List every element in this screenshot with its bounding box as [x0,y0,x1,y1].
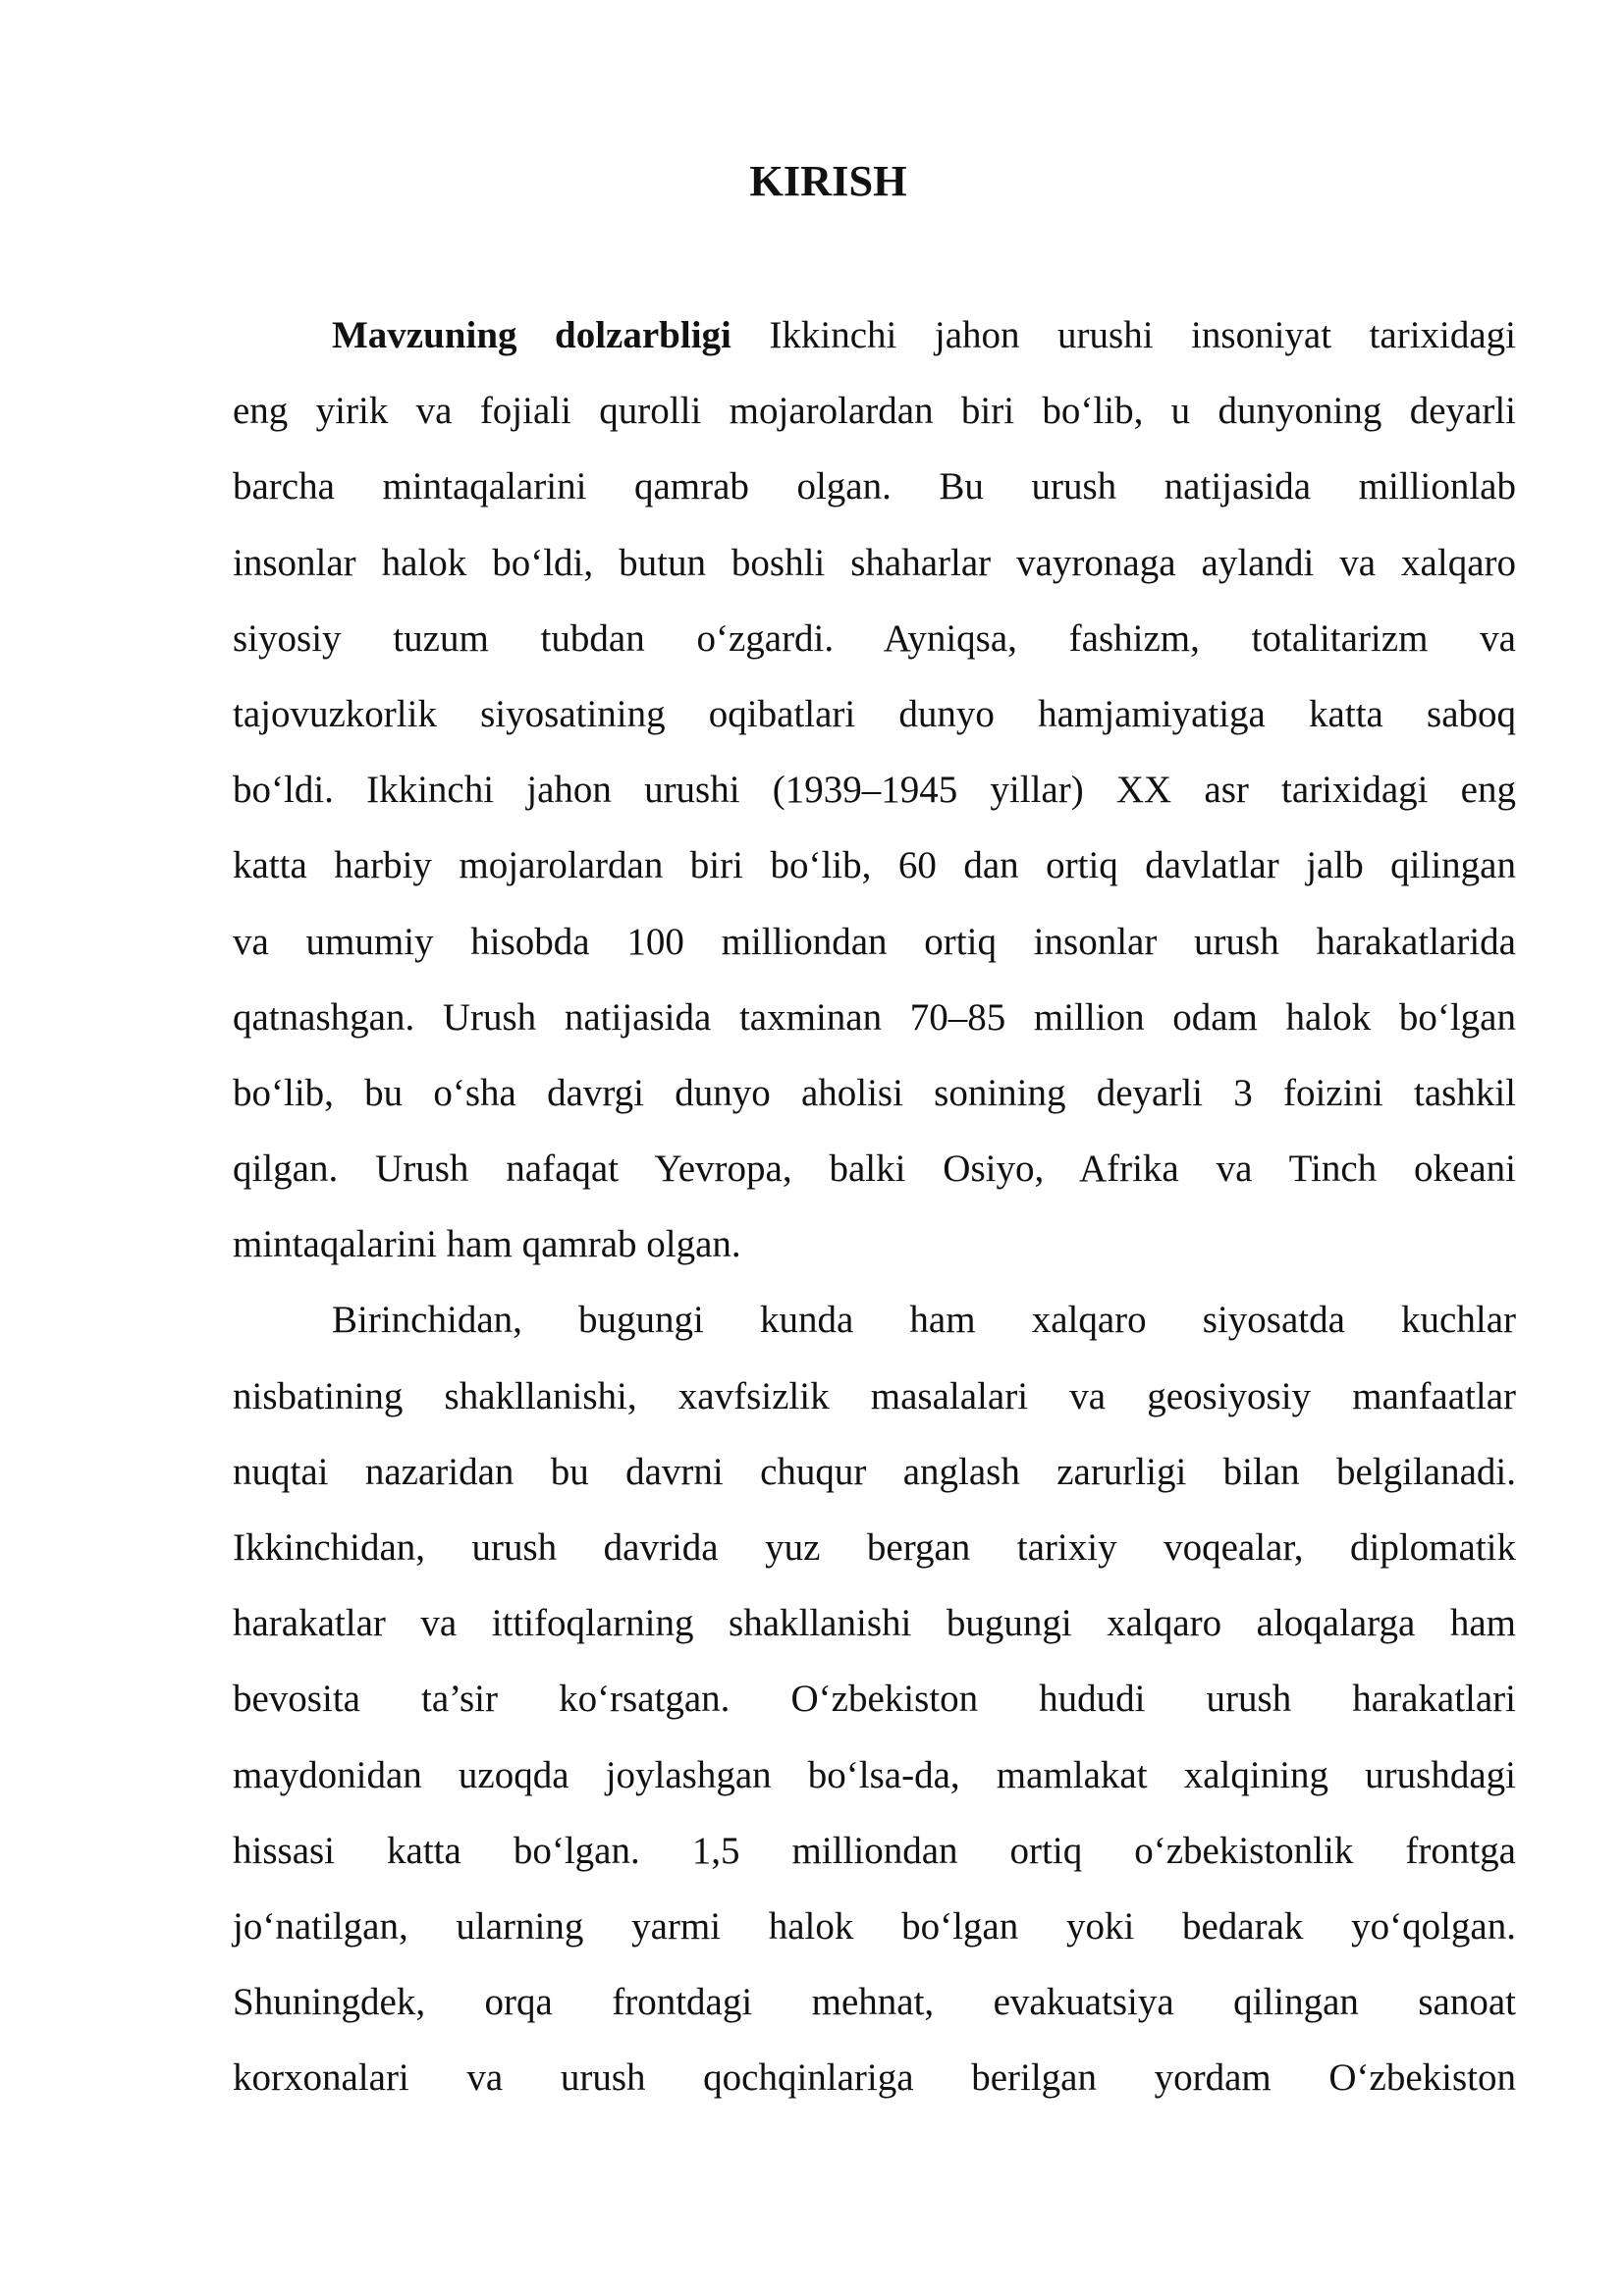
text-line: bo‘ldi. Ikkinchi jahon urushi (1939–1945 yillar) XX asr tarixidagi eng [233,769,1516,812]
text-line: hissasi katta bo‘lgan. 1,5 milliondan ortiq o‘zbekistonlik frontga [233,1829,1516,1872]
text-line: nisbatining shakllanishi, xavfsizlik masalalari va geosiyosiy manfaatlar [233,1374,1516,1417]
paragraph [233,1282,1516,2115]
text-line: insonlar halok bo‘ldi, butun boshli shaharlar vayronaga aylandi va xalqaro [233,541,1516,584]
text-line: jo‘natilgan, ularning yarmi halok bo‘lgan yoki bedarak yo‘qolgan. [233,1904,1516,1948]
text-line: siyosiy tuzum tubdan o‘zgardi. Ayniqsa, fashizm, totalitarizm va [233,616,1516,660]
text-line: korxonalari va urush qochqinlariga berilgan yordam O‘zbekiston [233,2056,1516,2100]
text-line: Ikkinchidan, urush davrida yuz bergan tarixiy voqealar, diplomatik [233,1526,1516,1569]
text-line: va umumiy hisobda 100 milliondan ortiq insonlar urush harakatlarida [233,920,1516,963]
text-line: eng yirik va fojiali qurolli mojarolardan biri bo‘lib, u dunyoning deyarli [233,390,1516,433]
text-line: mintaqalarini ham qamrab olgan. [233,1223,741,1266]
section-lead: Mavzuning dolzarbligi [332,314,731,356]
text-line: nuqtai nazaridan bu davrni chuqur anglash zarurligi bilan belgilanadi. [233,1450,1516,1493]
text-line-content: Ikkinchi jahon urushi insoniyat tarixidagi [769,314,1517,356]
text-line: Birinchidan, bugungi kunda ham xalqaro siyosatda kuchlar [332,1299,1516,1342]
text-line: tajovuzkorlik siyosatining oqibatlari dunyo hamjamiyatiga katta saboq [233,692,1516,735]
document-body [233,297,1516,2116]
page-title: KIRISH [749,156,907,205]
paragraph [233,297,1516,1282]
text-line: katta harbiy mojarolardan biri bo‘lib, 60 dan ortiq davlatlar jalb qilingan [233,844,1516,887]
text-line: qilgan. Urush nafaqat Yevropa, balki Osiyo, Afrika va Tinch okeani [233,1148,1516,1191]
text-line: Shuningdek, orqa frontdagi mehnat, evakuatsiya qilingan sanoat [233,1981,1516,2024]
text-line [233,297,1516,373]
text-line: bo‘lib, bu o‘sha davrgi dunyo aholisi sonining deyarli 3 foizini tashkil [233,1071,1516,1114]
text-line: barcha mintaqalarini qamrab olgan. Bu urush natijasida millionlab [233,465,1516,508]
text-line: qatnashgan. Urush natijasida taxminan 70–85 million odam halok bo‘lgan [233,995,1516,1039]
text-line: bevosita ta’sir ko‘rsatgan. O‘zbekiston hududi urush harakatlari [233,1678,1516,1721]
text-line: maydonidan uzoqda joylashgan bo‘lsa-da, mamlakat xalqining urushdagi [233,1753,1516,1796]
text-line: harakatlar va ittifoqlarning shakllanishi bugungi xalqaro aloqalarga ham [233,1602,1516,1645]
